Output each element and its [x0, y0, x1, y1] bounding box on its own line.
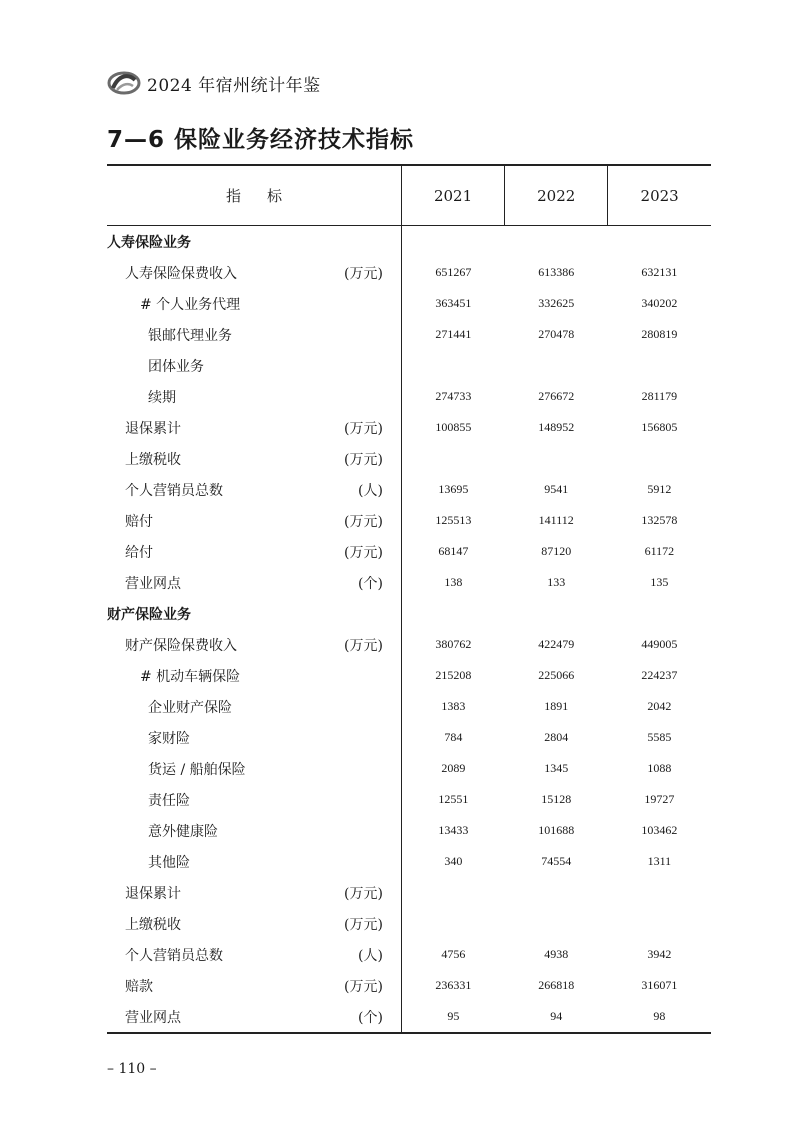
value-cell: 98 — [608, 1001, 711, 1033]
value-cell: 5585 — [647, 730, 672, 744]
table-row — [107, 474, 711, 505]
indicator-cell — [107, 629, 401, 660]
table-row — [107, 722, 711, 753]
table-row — [107, 412, 711, 443]
value-cell: 125513 — [435, 513, 472, 527]
indicator-label: 个人营销员总数 — [125, 947, 223, 964]
indicator-cell — [107, 257, 401, 288]
value-cell: 87120 — [541, 544, 572, 558]
value-cell — [505, 350, 608, 381]
table-header-row — [107, 165, 711, 226]
indicator-label: 上缴税收 — [125, 916, 181, 933]
value-cell: 2089 — [441, 761, 466, 775]
unit-label: (人) — [358, 482, 383, 499]
table-row — [107, 691, 711, 722]
value-cell: 103462 — [641, 823, 678, 837]
value-cell — [401, 908, 504, 939]
value-cell: 632131 — [641, 265, 678, 279]
value-cell: 135 — [650, 575, 669, 589]
indicator-cell — [107, 567, 401, 598]
unit-label: (万元) — [344, 916, 383, 933]
value-cell: 332625 — [538, 296, 575, 310]
indicator-label: 财产保险保费收入 — [125, 637, 237, 654]
table-row — [107, 939, 711, 970]
value-cell: 68147 — [438, 544, 469, 558]
indicator-label: 人寿保险业务 — [107, 234, 191, 251]
table-row — [107, 350, 711, 381]
indicator-cell — [107, 381, 401, 412]
indicator-label: 货运 / 船舶保险 — [148, 761, 246, 778]
indicator-label: 营业网点 — [125, 575, 181, 592]
value-cell — [608, 226, 711, 258]
indicator-cell — [107, 660, 401, 691]
year-column-header: 2022 — [505, 165, 608, 226]
value-cell: 1345 — [544, 761, 569, 775]
value-cell: 236331 — [435, 978, 472, 992]
indicator-label: 退保累计 — [125, 420, 181, 437]
indicator-cell — [107, 908, 401, 939]
table-row — [107, 536, 711, 567]
indicator-cell — [107, 443, 401, 474]
table-row — [107, 1001, 711, 1033]
indicator-label: 上缴税收 — [125, 451, 181, 468]
value-cell — [401, 877, 504, 908]
table-row — [107, 257, 711, 288]
value-cell: 9541 — [544, 482, 569, 496]
value-cell: 363451 — [435, 296, 472, 310]
value-cell: 13433 — [438, 823, 469, 837]
value-cell — [505, 877, 608, 908]
value-cell: 61172 — [644, 544, 675, 558]
value-cell: 94 — [505, 1001, 608, 1033]
value-cell: 613386 — [538, 265, 575, 279]
indicator-label: 退保累计 — [125, 885, 181, 902]
indicator-cell — [107, 691, 401, 722]
indicator-cell — [107, 288, 401, 319]
indicator-label: # 个人业务代理 — [140, 296, 241, 313]
indicator-label: 责任险 — [148, 792, 190, 809]
indicator-label: 给付 — [125, 544, 153, 561]
indicator-cell — [107, 846, 401, 877]
table-row — [107, 970, 711, 1001]
value-cell — [608, 877, 711, 908]
indicator-cell — [107, 815, 401, 846]
indicator-cell — [107, 753, 401, 784]
unit-label: (个) — [358, 1009, 383, 1026]
unit-label: (万元) — [344, 451, 383, 468]
value-cell — [505, 598, 608, 629]
indicator-cell — [107, 319, 401, 350]
value-cell: 4756 — [441, 947, 466, 961]
table-row — [107, 877, 711, 908]
value-cell: 280819 — [641, 327, 678, 341]
page-title: 7—6 保险业务经济技术指标 — [107, 127, 415, 153]
value-cell: 340 — [444, 854, 463, 868]
value-cell: 1383 — [441, 699, 466, 713]
table-row — [107, 319, 711, 350]
value-cell — [608, 598, 711, 629]
indicator-cell — [107, 722, 401, 753]
indicator-label: 团体业务 — [148, 358, 204, 375]
value-cell: 3942 — [647, 947, 672, 961]
value-cell — [401, 226, 504, 258]
table-row — [107, 784, 711, 815]
indicator-header-label: 指标 — [225, 187, 308, 205]
value-cell: 138 — [444, 575, 463, 589]
indicator-label: 银邮代理业务 — [148, 327, 232, 344]
value-cell — [401, 350, 504, 381]
table-row — [107, 443, 711, 474]
value-cell: 270478 — [538, 327, 575, 341]
value-cell: 101688 — [538, 823, 575, 837]
value-cell: 19727 — [644, 792, 675, 806]
table-row — [107, 753, 711, 784]
value-cell — [505, 443, 608, 474]
value-cell: 215208 — [435, 668, 472, 682]
value-cell: 784 — [444, 730, 463, 744]
indicator-label: 人寿保险保费收入 — [125, 265, 237, 282]
value-cell: 95 — [401, 1001, 504, 1033]
value-cell — [608, 443, 711, 474]
indicator-cell — [107, 598, 401, 629]
table-row — [107, 660, 711, 691]
unit-label: (万元) — [344, 637, 383, 654]
value-cell: 266818 — [538, 978, 575, 992]
yearbook-logo-icon — [107, 71, 141, 95]
page-number: – 110 – — [107, 1061, 157, 1077]
value-cell — [505, 226, 608, 258]
table-row — [107, 567, 711, 598]
indicator-cell — [107, 412, 401, 443]
table-row — [107, 288, 711, 319]
indicator-label: 家财险 — [148, 730, 190, 747]
value-cell: 5912 — [647, 482, 672, 496]
value-cell: 4938 — [544, 947, 569, 961]
value-cell — [505, 908, 608, 939]
unit-label: (个) — [358, 575, 383, 592]
indicator-cell — [107, 939, 401, 970]
indicator-label: 意外健康险 — [148, 823, 218, 840]
year-column-header: 2023 — [608, 165, 711, 226]
indicator-cell — [107, 784, 401, 815]
value-cell: 133 — [547, 575, 566, 589]
value-cell: 15128 — [541, 792, 572, 806]
value-cell: 316071 — [641, 978, 678, 992]
unit-label: (万元) — [344, 265, 383, 282]
table-row — [107, 815, 711, 846]
indicator-cell — [107, 226, 401, 258]
indicator-cell — [107, 505, 401, 536]
indicator-label: 其他险 — [148, 854, 190, 871]
value-cell: 449005 — [641, 637, 678, 651]
value-cell — [608, 908, 711, 939]
indicator-label: 个人营销员总数 — [125, 482, 223, 499]
value-cell: 274733 — [435, 389, 472, 403]
value-cell: 422479 — [538, 637, 575, 651]
insurance-indicators-table — [107, 164, 711, 1034]
table-row — [107, 629, 711, 660]
value-cell: 100855 — [435, 420, 472, 434]
value-cell: 276672 — [538, 389, 575, 403]
indicator-label: 财产保险业务 — [107, 606, 191, 623]
unit-label: (万元) — [344, 420, 383, 437]
value-cell: 141112 — [538, 513, 574, 527]
value-cell: 1088 — [647, 761, 672, 775]
value-cell — [401, 598, 504, 629]
value-cell: 12551 — [438, 792, 469, 806]
value-cell: 1891 — [544, 699, 569, 713]
value-cell: 132578 — [641, 513, 678, 527]
indicator-cell — [107, 1001, 401, 1033]
indicator-cell — [107, 350, 401, 381]
table-row — [107, 381, 711, 412]
value-cell: 225066 — [538, 668, 575, 682]
value-cell: 74554 — [541, 854, 572, 868]
indicator-cell — [107, 536, 401, 567]
indicator-label: 企业财产保险 — [148, 699, 232, 716]
section-row — [107, 598, 711, 629]
unit-label: (万元) — [344, 513, 383, 530]
indicator-label: # 机动车辆保险 — [140, 668, 241, 685]
yearbook-title: 2024 年宿州统计年鉴 — [147, 75, 321, 96]
table-row — [107, 505, 711, 536]
indicator-cell — [107, 877, 401, 908]
year-column-header: 2021 — [401, 165, 504, 226]
value-cell: 281179 — [641, 389, 678, 403]
unit-label: (万元) — [344, 978, 383, 995]
value-cell: 2804 — [544, 730, 569, 744]
indicator-label: 赔付 — [125, 513, 153, 530]
value-cell: 2042 — [647, 699, 672, 713]
table-row — [107, 846, 711, 877]
indicator-label: 赔款 — [125, 978, 153, 995]
value-cell — [608, 350, 711, 381]
indicator-label: 营业网点 — [125, 1009, 181, 1026]
value-cell: 271441 — [435, 327, 472, 341]
value-cell: 148952 — [538, 420, 575, 434]
value-cell: 156805 — [641, 420, 678, 434]
section-row — [107, 226, 711, 258]
value-cell: 224237 — [641, 668, 678, 682]
value-cell: 13695 — [438, 482, 469, 496]
value-cell: 340202 — [641, 296, 678, 310]
value-cell: 380762 — [435, 637, 472, 651]
unit-label: (人) — [358, 947, 383, 964]
indicator-label: 续期 — [148, 389, 176, 406]
value-cell: 651267 — [435, 265, 472, 279]
table-row — [107, 908, 711, 939]
value-cell: 1311 — [647, 854, 672, 868]
indicator-cell — [107, 970, 401, 1001]
unit-label: (万元) — [344, 885, 383, 902]
unit-label: (万元) — [344, 544, 383, 561]
indicator-column-header — [107, 165, 401, 226]
indicator-cell — [107, 474, 401, 505]
value-cell — [401, 443, 504, 474]
page-header — [107, 68, 321, 98]
